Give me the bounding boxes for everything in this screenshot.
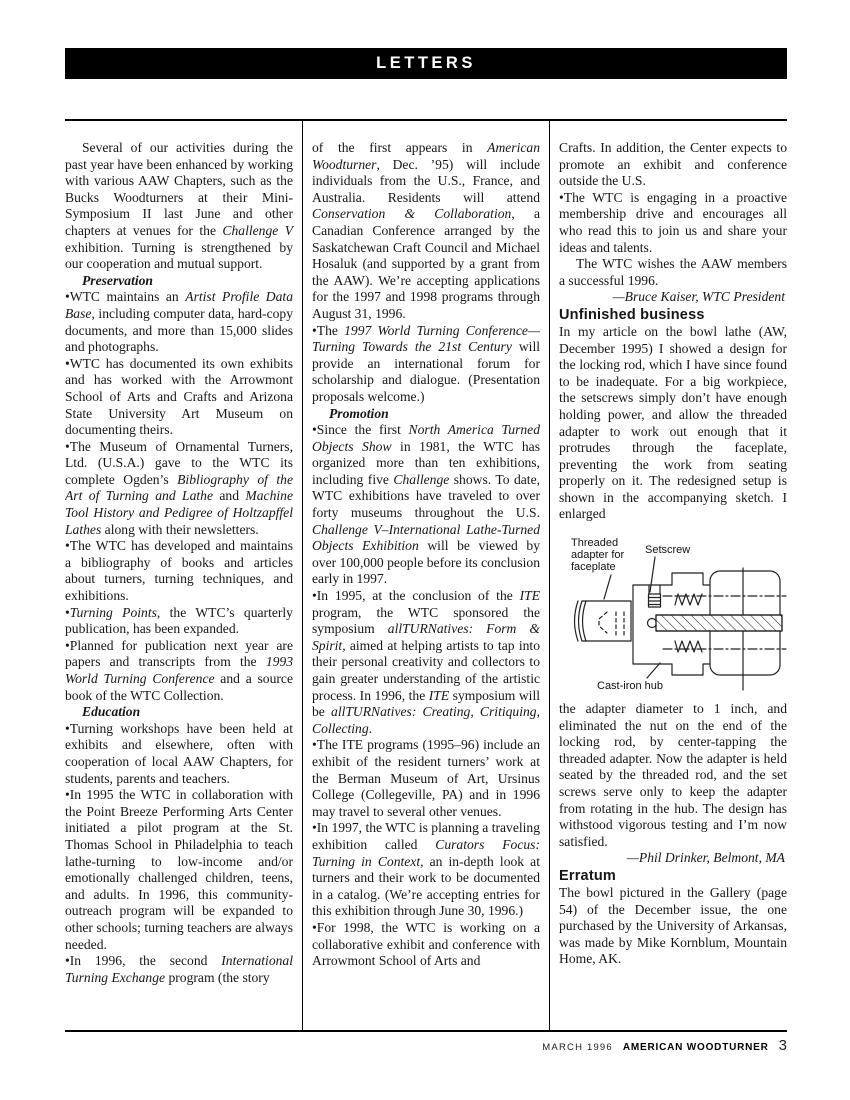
signature: —Phil Drinker, Belmont, MA — [626, 850, 785, 866]
rod-pin — [648, 619, 657, 628]
technical-sketch-drawing — [559, 533, 787, 693]
paragraph: Several of our activities during the past year have been enhanced by working with various AAW Chapters, such as the Bucks Woodturners at their Mini-Symposium II last June and other chapters at venues for the Challenge V exhibition. Turning is strengthened by our cooperation and mutual support. — [65, 140, 294, 272]
page-title: LETTERS — [376, 54, 476, 72]
heading: Erratum — [559, 868, 616, 884]
subhead: Promotion — [329, 405, 389, 421]
paragraph: In my article on the bowl lathe (AW, December 1995) I showed a design for the locking rod, which I have since found to be inadequate. For a big workpiece, the setscrews simply don’t have enough holding power, and allow the threaded adapter to work out enough that it protrudes through the faceplate, preventing the work from seating properly on it. The redesigned setup is shown in the accompanying sketch. I enlarged — [559, 323, 787, 522]
adapter-hidden-lines — [599, 612, 624, 637]
paragraph: The bowl pictured in the Gallery (page 54) of the December issue, the one purchased by the University of Arkansas, was made by Mike Kornblum, Mountain Home, AK. — [559, 885, 787, 967]
subhead: Education — [82, 704, 141, 720]
paragraph: •In 1996, the second International Turning Exchange program (the story — [65, 953, 293, 985]
paragraph: •The 1997 World Turning Conference—Turning Towards the 21st Century will provide an international forum for scholarship and dialogue. (Presentation proposals welcome.) — [312, 322, 540, 404]
locking-rod — [656, 615, 782, 631]
paragraph: •The WTC is engaging in a proactive membership drive and encourages all who read this to join us and share your ideas and talents. — [559, 189, 787, 255]
column-3 — [549, 121, 787, 1030]
footer-issue-date: MARCH 1996 — [542, 1042, 613, 1053]
column-1 — [65, 121, 302, 1030]
paragraph: •The Museum of Ornamental Turners, Ltd. (U.S.A.) gave to the WTC its complete Ogden’s Bibliography of the Art of Turning and Lathe and Machine Tool History and Pedigree of Holtzapffel Lathes along with their newsletters. — [65, 438, 293, 537]
paragraph: •WTC maintains an Artist Profile Data Base, including computer data, hard-copy documents, and more than 15,000 slides and photographs. — [65, 289, 293, 355]
paragraph: the adapter diameter to 1 inch, and eliminated the nut on the end of the locking rod, by center-tapping the threaded adapter. Now the adapter is held seated by the threaded rod, and the set screws serve only to keep the adapter from rotating in the hub. The design has withstood vigorous testing and I’m now satisfied. — [559, 701, 787, 849]
paragraph: •Turning workshops have been held at exhibits and elsewhere, often with cooperation of local AAW Chapters, for students, parents and teachers. — [65, 720, 293, 786]
article-columns — [65, 121, 787, 1030]
column-2 — [302, 121, 549, 1030]
paragraph: of the first appears in American Woodturner, Dec. ’95) will include individuals from the U.S., France, and Australia. Residents will attend Conservation & Collaboration, a Canadian Conference arranged by the Saskatchewan Craft Council and Michael Hosaluk (and supported by a grant from the AAW). We’re accepting applications for the 1997 and 1998 programs through August 31, 1996. — [312, 140, 540, 321]
paragraph: •In 1995 the WTC in collaboration with the Point Breeze Performing Arts Center initiated a pilot program at the St. Thomas School in Philadelphia to teach lathe-turning to low-income and/or emotionally challenged children, teens, and adults. In 1996, this community-outreach program will be expanded to other schools; turning teachers are always needed. — [65, 787, 293, 952]
sketch-label-adapter-line2: adapter for — [571, 549, 625, 562]
sketch-label-adapter-line1: Threaded — [571, 537, 619, 550]
sketch-label-setscrew: Setscrew — [645, 544, 691, 557]
paragraph: Crafts. In addition, the Center expects to promote an exhibit and conference outside the U.S. — [559, 140, 787, 189]
paragraph: •The WTC has developed and maintains a bibliography of books and articles about turners, turning techniques, and exhibitions. — [65, 538, 293, 604]
paragraph: •WTC has documented its own exhibits and has worked with the Arrowmont School of Arts and Crafts and Arizona State University Art Museum on documenting theirs. — [65, 355, 293, 438]
paragraph: •For 1998, the WTC is working on a collaborative exhibit and conference with Arrowmont School of Arts and — [312, 919, 540, 969]
heading: Unfinished business — [559, 306, 705, 323]
paragraph: •Planned for publication next year are papers and transcripts from the 1993 World Turning Conference and a source book of the WTC Collection. — [65, 637, 293, 703]
leader-adapter — [604, 575, 611, 599]
sketch-label-adapter-line3: faceplate — [571, 561, 616, 574]
lathe-adapter-sketch — [559, 533, 787, 693]
paragraph: •Since the first North America Turned Objects Show in 1981, the WTC has organized more than ten exhibitions, including five Challenge shows. To date, WTC exhibitions have traveled to over forty museums throughout the U.S. Challenge V–International Lathe-Turned Objects Exhibition will be viewed by over 100,000 people before its conclusion early in 1997. — [312, 422, 541, 587]
footer-magazine-title: AMERICAN WOODTURNER — [622, 1042, 769, 1053]
sketch-label-hub: Cast-iron hub — [597, 680, 664, 693]
leader-setscrew — [650, 557, 655, 592]
signature: —Bruce Kaiser, WTC President — [612, 289, 785, 305]
paragraph: •In 1997, the WTC is planning a traveling exhibition called Curators Focus: Turning in Context, an in-depth look at turners and their work to be documented in a catalog. (We’re accepting entries for this exhibition through June 30, 1996.) — [312, 820, 541, 919]
paragraph: •In 1995, at the conclusion of the ITE program, the WTC sponsored the symposium allTURNatives: Form & Spirit, aimed at helping artists to tap into their personal creativity and collectors to gain greater understanding of the artistic process. In 1996, the ITE symposium will be allTURNatives: Creating, Critiquing, Collecting. — [312, 588, 541, 736]
subhead: Preservation — [82, 272, 153, 288]
bottom-rule — [65, 1030, 787, 1032]
letters-header-bar — [65, 48, 787, 79]
page-footer — [542, 1037, 787, 1054]
paragraph: •Turning Points, the WTC’s quarterly publication, has been expanded. — [65, 604, 293, 637]
paragraph: The WTC wishes the AAW members a successful 1996. — [559, 256, 787, 288]
leader-hub — [647, 663, 660, 678]
thread-zigzag-bottom — [675, 641, 702, 652]
paragraph: •The ITE programs (1995–96) include an exhibit of the resident turners’ work at the Berman Museum of Art, Ursinus College (Collegeville, PA) and in 1996 may travel to several other venues. — [312, 737, 540, 819]
footer-page-number: 3 — [778, 1037, 787, 1054]
